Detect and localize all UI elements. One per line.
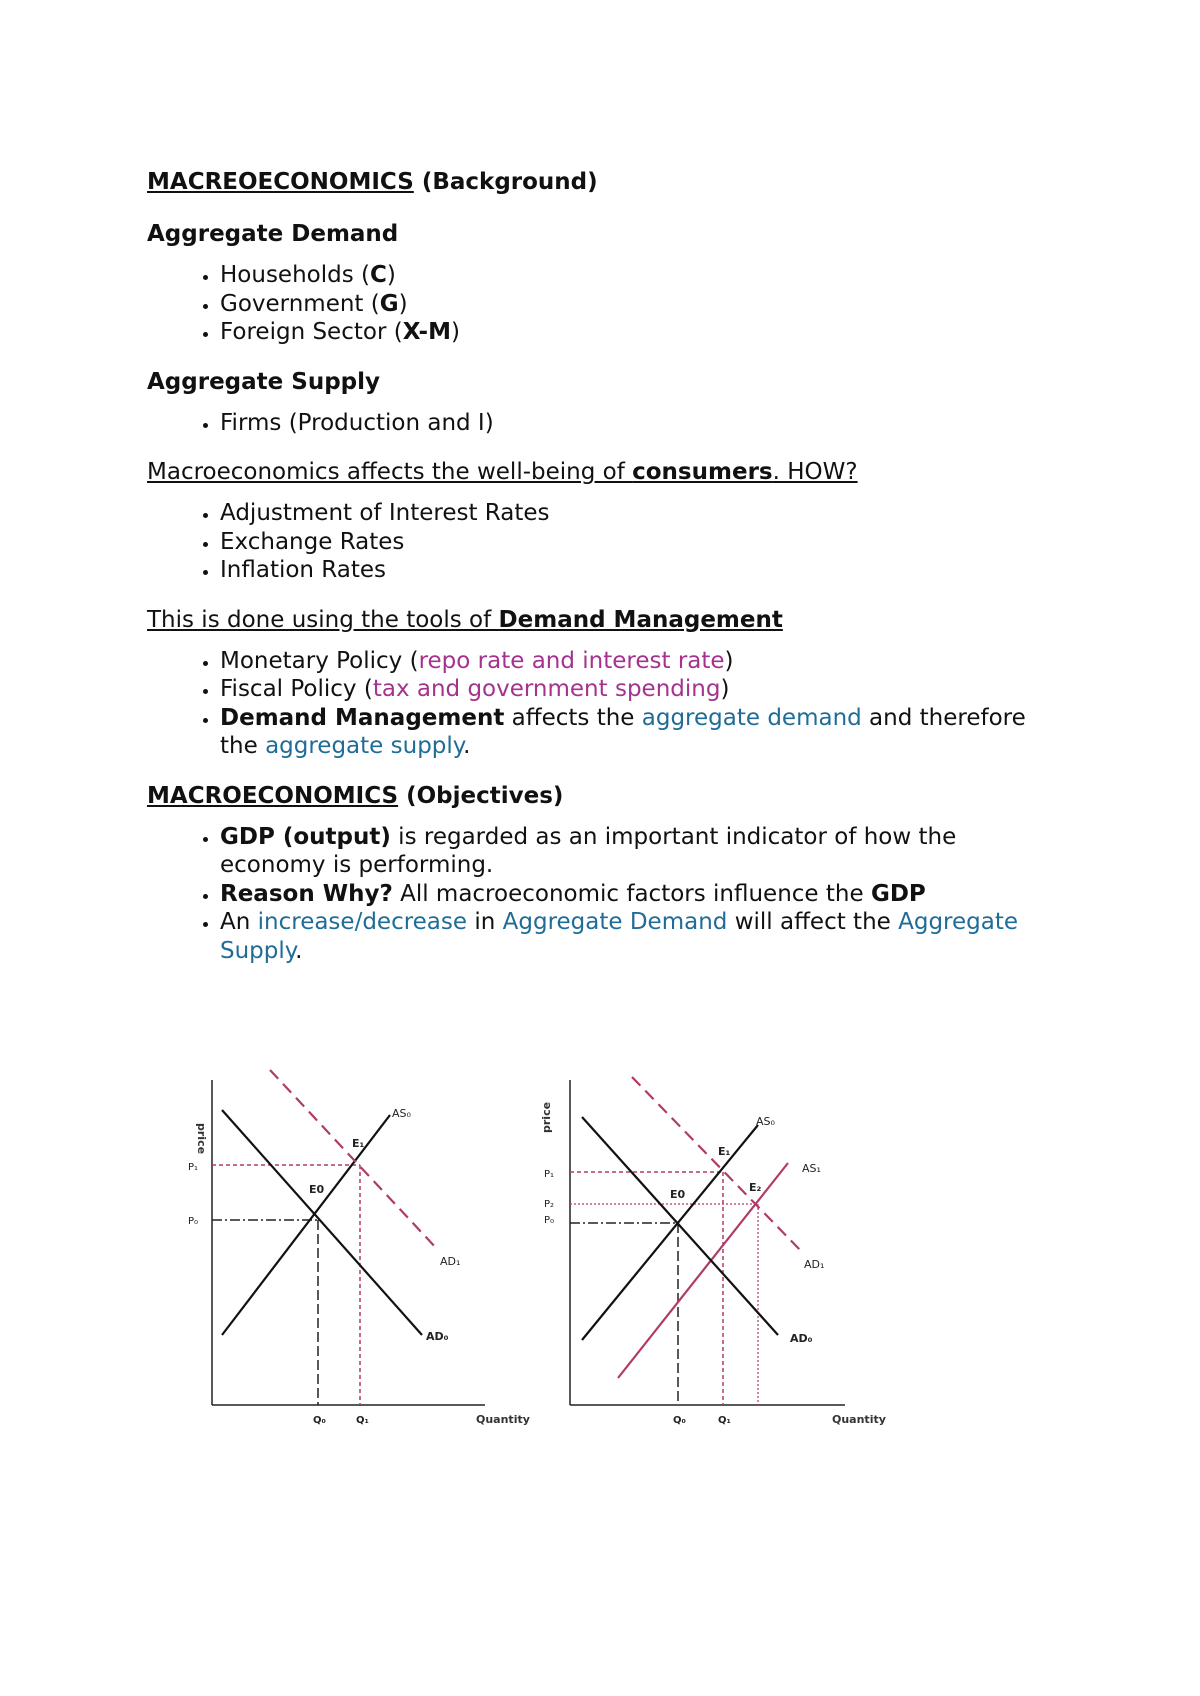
document-page [147, 165, 1047, 983]
ad0-label: AD₀ [790, 1332, 813, 1345]
aggregate-supply-heading: Aggregate Supply [147, 368, 380, 395]
as0-curve [582, 1125, 758, 1340]
list-item: • Inflation Rates [220, 556, 1047, 585]
consumers-paragraph: Macroeconomics affects the well-being of consumers. HOW? [147, 459, 858, 485]
consumers-list [147, 499, 1047, 585]
background-subtitle: (Background) [421, 169, 598, 195]
as0-curve [222, 1115, 390, 1335]
q0-tick: Q₀ [313, 1415, 326, 1425]
list-item: • Demand Management affects the aggregate demand and therefore the aggregate supply. [220, 704, 1047, 761]
objectives-heading [147, 779, 1047, 813]
p2-tick: P₂ [544, 1199, 555, 1210]
aggregate-supply-list [147, 409, 1047, 438]
q0-tick: Q₀ [673, 1415, 686, 1425]
as0-label: AS₀ [756, 1115, 775, 1128]
demand-management-list [147, 647, 1047, 761]
y-axis-label: price [540, 1101, 553, 1133]
x-axis-label: Quantity [476, 1413, 530, 1425]
y-axis-label: price [195, 1123, 208, 1155]
list-item: • Monetary Policy (repo rate and interest rate) [220, 647, 1047, 676]
ad-as-chart-left [180, 1055, 540, 1425]
list-item: • Adjustment of Interest Rates [220, 499, 1047, 528]
list-item: • Foreign Sector (X-M) [220, 318, 1047, 347]
ad0-curve [582, 1117, 778, 1335]
list-item: • Exchange Rates [220, 528, 1047, 557]
as0-label: AS₀ [392, 1107, 411, 1120]
ad1-curve [270, 1070, 438, 1250]
objectives-list [147, 823, 1047, 966]
p0-tick: P₀ [188, 1216, 199, 1227]
p1-tick: P₁ [544, 1169, 555, 1180]
objectives-subtitle: (Objectives) [406, 782, 564, 809]
q1-tick: Q₁ [718, 1415, 731, 1425]
q1-tick: Q₁ [356, 1415, 369, 1425]
ad1-label: AD₁ [804, 1258, 825, 1271]
list-item: • GDP (output) is regarded as an important indicator of how the economy is performing. [220, 823, 1047, 880]
e2-label: E₂ [749, 1181, 762, 1194]
list-item: • Households (C) [220, 261, 1047, 290]
aggregate-demand-list [147, 261, 1047, 347]
e0-label: E0 [309, 1183, 325, 1196]
demand-management-paragraph: This is done using the tools of Demand Management [147, 606, 783, 633]
ad1-label: AD₁ [440, 1255, 461, 1268]
p0-tick: P₀ [544, 1215, 555, 1226]
p1-tick: P₁ [188, 1162, 199, 1173]
as1-label: AS₁ [802, 1162, 821, 1175]
background-heading [147, 165, 1047, 199]
list-item: • An increase/decrease in Aggregate Demand will affect the Aggregate Supply. [220, 908, 1047, 965]
objectives-title: MACROECONOMICS [147, 782, 399, 809]
e1-label: E₁ [718, 1145, 731, 1158]
ad0-curve [222, 1110, 422, 1335]
list-item: • Fiscal Policy (tax and government spending) [220, 675, 1047, 704]
ad-as-chart-right [540, 1055, 900, 1425]
e1-label: E₁ [352, 1137, 365, 1150]
list-item: • Government (G) [220, 290, 1047, 319]
x-axis-label: Quantity [832, 1413, 886, 1425]
aggregate-demand-heading: Aggregate Demand [147, 221, 399, 247]
as1-curve [618, 1163, 788, 1378]
ad0-label: AD₀ [426, 1330, 449, 1343]
e0-label: E0 [670, 1188, 686, 1201]
ad1-curve [632, 1077, 802, 1252]
list-item: • Reason Why? All macroeconomic factors influence the GDP [220, 880, 1047, 909]
background-title: MACREOECONOMICS [147, 169, 414, 195]
list-item: • Firms (Production and I) [220, 409, 1047, 438]
